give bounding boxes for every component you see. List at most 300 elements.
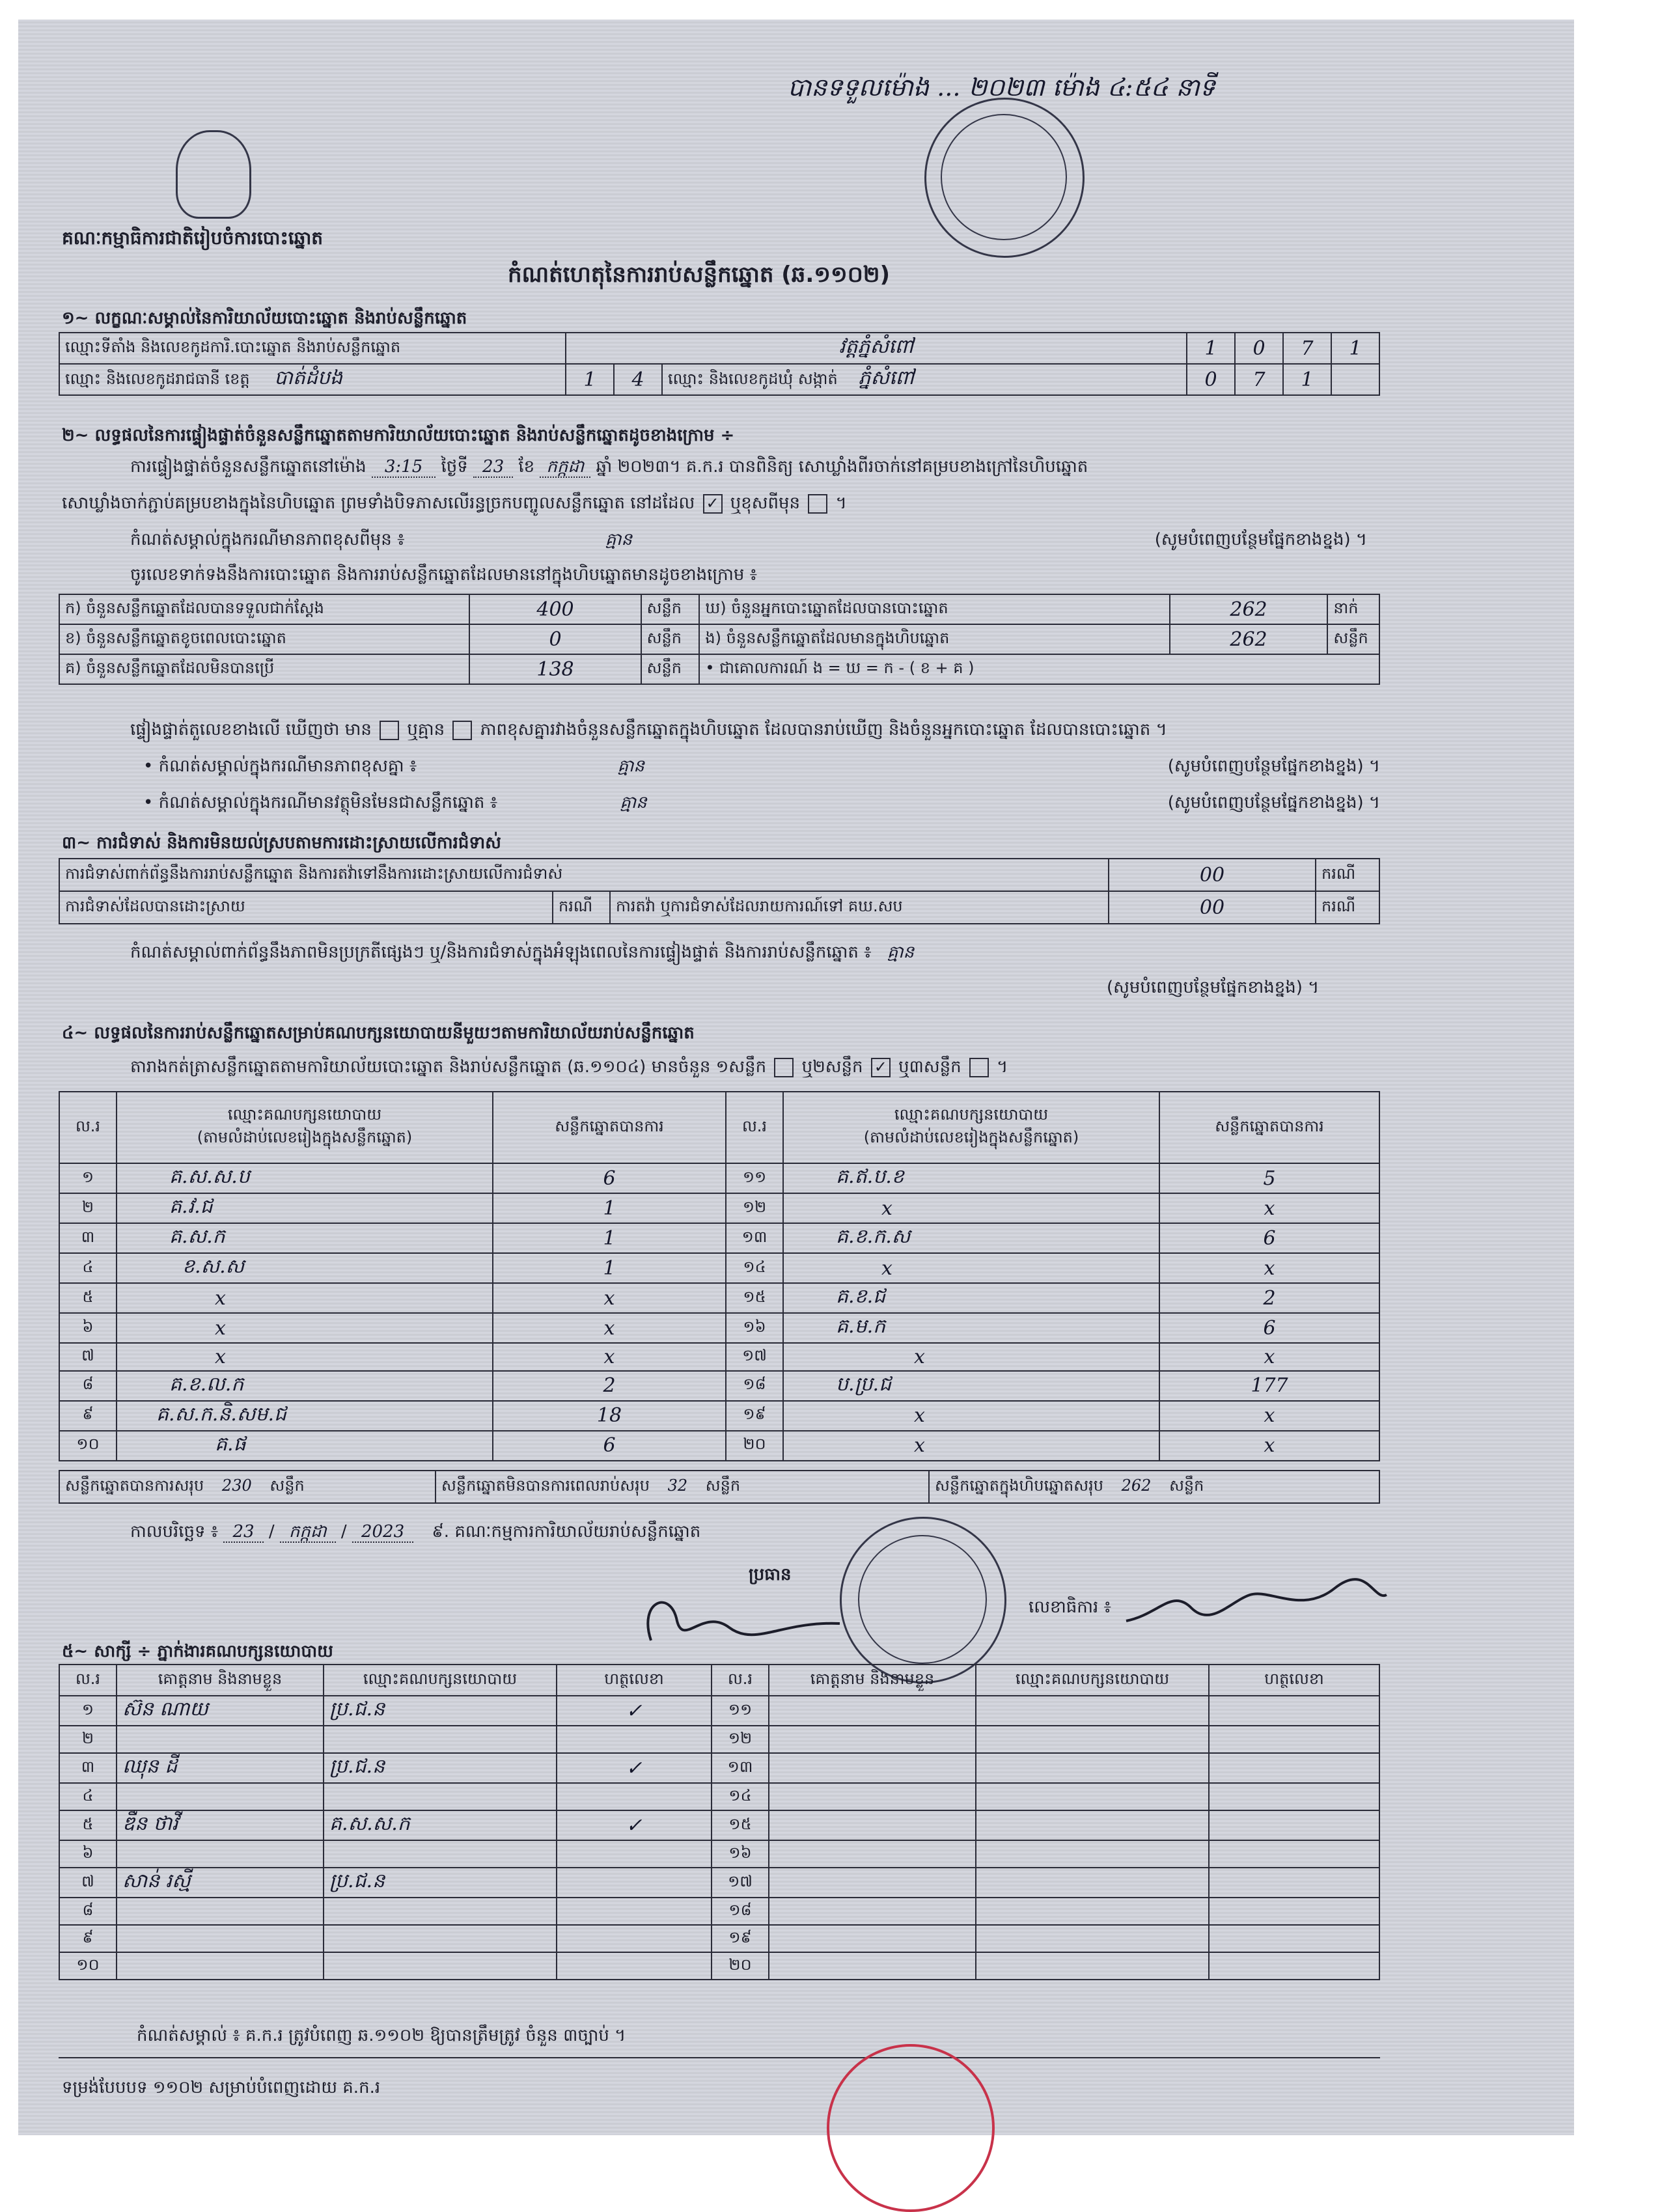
col-party-header (117, 1092, 493, 1163)
section-3-heading: ៣~ ការជំទាស់ និងការមិនយល់ស្របតាមការដោះស្រាយលើការជំទាស់ (62, 833, 501, 853)
row-no: ៤ (59, 1783, 117, 1810)
total-valid-cell (59, 1471, 436, 1503)
witness-signature (557, 1840, 712, 1868)
verification-line (130, 456, 1088, 480)
party-votes: 5 (1159, 1163, 1379, 1193)
party-name: ប.ប្រ.ជ (783, 1371, 1159, 1401)
col-party-header (783, 1092, 1159, 1163)
note-1-line (130, 529, 1367, 553)
note-2-value: គ្មាន (617, 756, 644, 776)
province-digit: 1 (566, 364, 614, 395)
code-digit: 1 (1187, 333, 1235, 364)
witness-party (324, 1726, 557, 1753)
witness-party: ប្រ.ជ.ន (324, 1696, 557, 1726)
note-3-value: គ្មាន (620, 793, 647, 812)
row-no: ១៤ (726, 1253, 783, 1283)
discrepancy-text-c: ភាពខុសគ្នារវាងចំនួនសន្លឹកឆ្នោតក្នុងហិបឆ្នោត ដែលបានរាប់ឃើញ និងចំនួនអ្នកបោះឆ្នោត ដែលបានបោះឆ្នោត ។ (480, 720, 1167, 740)
party-votes: x (493, 1343, 726, 1371)
two-sheet-text: ឬ២សន្លឹក (801, 1057, 863, 1077)
count-unit: សន្លឹក (641, 594, 700, 624)
commune-digit: 7 (1235, 364, 1283, 395)
party-votes: 6 (493, 1163, 726, 1193)
sheet-count-text: តារាងកត់ត្រាសន្លឹកឆ្នោតតាមការិយាល័យបោះឆ្នោត និងរាប់សន្លឹកឆ្នោត (ឆ.១១០៤) មានចំនួន ១សន្លឹក (130, 1057, 767, 1077)
form-note: ទម្រង់បែបបទ ១១០២ សម្រាប់បំពេញដោយ គ.ក.រ (62, 2078, 381, 2097)
received-annotation: បានទទួលម៉ោង ... ២០២៣ ម៉ោង ៤:៥៤ នាទី (788, 73, 1215, 102)
witness-signature (1209, 1925, 1379, 1952)
total-box-unit: សន្លឹក (1169, 1476, 1204, 1495)
col-votes-header: សន្លឹកឆ្នោតបានការ (493, 1092, 726, 1163)
party-name: គ.ផ (117, 1431, 493, 1461)
witness-name: ឈុន ដី (117, 1753, 324, 1783)
row-no: ៣ (59, 1753, 117, 1783)
row-no: ៦ (59, 1840, 117, 1868)
party-name: x (117, 1343, 493, 1371)
complaints-unit: ករណី (1316, 859, 1379, 891)
section-2-heading: ២~ លទ្ធផលនៃការផ្ទៀងផ្ទាត់ចំនួនសន្លឹកឆ្នោតតាមការិយាល័យបោះឆ្នោត និងរាប់សន្លឹកឆ្នោតដូចខាងក្រោម ÷ (62, 426, 735, 445)
total-box-label: សន្លឹកឆ្នោតក្នុងហិបឆ្នោតសរុប (935, 1476, 1103, 1495)
party-name: គ.ស.ក.និ.សម.ជ (117, 1401, 493, 1431)
witness-party: គ.ស.ស.ក (324, 1810, 557, 1840)
secretary-signature (1120, 1575, 1393, 1634)
total-invalid-cell (436, 1471, 929, 1503)
row-no: ១០ (59, 1431, 117, 1461)
official-seal-middle-inner (858, 1535, 987, 1664)
witness-name (769, 1868, 976, 1898)
witness-party (324, 1952, 557, 1980)
row-no: ១២ (712, 1726, 769, 1753)
party-votes: x (1159, 1401, 1379, 1431)
witness-name (117, 1726, 324, 1753)
row-no: ២ (59, 1726, 117, 1753)
witness-signature (1209, 1898, 1379, 1925)
col-no-header: ល.រ (712, 1665, 769, 1696)
witness-signature (1209, 1726, 1379, 1753)
province-digit: 4 (614, 364, 662, 395)
col-no-header: ល.រ (59, 1092, 117, 1163)
row-no: ១ (59, 1163, 117, 1193)
row-no: ១៩ (726, 1401, 783, 1431)
witness-signature (1209, 1696, 1379, 1726)
party-name: គ.ស.ក (117, 1223, 493, 1253)
province-value: បាត់ដំបង (274, 366, 343, 389)
seal-line (62, 492, 847, 517)
party-name: x (117, 1313, 493, 1343)
witness-name (117, 1840, 324, 1868)
count-value: 262 (1170, 624, 1328, 654)
note-2-line (143, 755, 1380, 780)
resolved-unit: ករណី (553, 891, 610, 924)
row-no: ១ (59, 1696, 117, 1726)
witness-name (769, 1810, 976, 1840)
count-value: 262 (1170, 594, 1328, 624)
row-no: ១៦ (726, 1313, 783, 1343)
irregularities-line (130, 941, 914, 966)
witness-name (769, 1696, 976, 1726)
table-row (59, 1283, 1379, 1313)
col-signature-header: ហត្ថលេខា (1209, 1665, 1379, 1696)
row-no: ៧ (59, 1868, 117, 1898)
table-row (59, 1952, 1379, 1980)
two-sheet-checkbox[interactable]: ✓ (871, 1058, 891, 1077)
party-name: ខ.ស.ស (117, 1253, 493, 1283)
date-line: កាលបរិច្ឆេទ ៖ 23 / កក្កដា / 2023 ៩. គណៈកម្មការការិយាល័យរាប់សន្លឹកឆ្នោត (130, 1522, 701, 1541)
empty-cell (1331, 364, 1379, 395)
table-row (59, 1223, 1379, 1253)
party-name: គ.ឥ.ប.ខ (783, 1163, 1159, 1193)
table-row (59, 1810, 1379, 1840)
witness-signature (1209, 1952, 1379, 1980)
fill-hint: (សូមបំពេញបន្ថែមផ្នែកខាងខ្នង) ។ (1167, 756, 1380, 776)
row-no: ៤ (59, 1253, 117, 1283)
seal-text: សោឃ្លាំងចាក់ភ្ជាប់គម្របខាងក្នុងនៃហិបឆ្នោត ព្រមទាំងបិទភាសលើរន្ធច្រកបញ្ចូលសន្លឹកឆ្នោត នៅដដែល (62, 493, 695, 513)
witness-signature (1209, 1783, 1379, 1810)
table-row (59, 1925, 1379, 1952)
witness-party (976, 1696, 1209, 1726)
row-no: ៧ (59, 1343, 117, 1371)
party-votes: x (1159, 1193, 1379, 1223)
col-party-sub: (តាមលំដាប់លេខរៀងក្នុងសន្លឹកឆ្នោត) (863, 1128, 1079, 1146)
row-no: ១០ (59, 1952, 117, 1980)
witness-name: ស៊ន ណាយ (117, 1696, 324, 1726)
row-no: ២ (59, 1193, 117, 1223)
count-label: គ) ចំនួនសន្លឹកឆ្នោតដែលមិនបានប្រើ (59, 654, 469, 684)
party-name: គ.ម.ក (783, 1313, 1159, 1343)
party-name: គ.ស.ស.ប (117, 1163, 493, 1193)
col-party-title: ឈ្មោះគណបក្សនយោបាយ (894, 1105, 1049, 1124)
commune-cell (662, 364, 1187, 395)
col-signature-header: ហត្ថលេខា (557, 1665, 712, 1696)
witness-signature (557, 1925, 712, 1952)
witness-party (976, 1753, 1209, 1783)
col-name-header: គោត្តនាម និងនាមខ្លួន (117, 1665, 324, 1696)
party-name: គ.ខ.ល.ក (117, 1371, 493, 1401)
note-1-label: កំណត់សម្គាល់ក្នុងករណីមានភាពខុសពីមុន ៖ (130, 530, 405, 549)
witness-signature (1209, 1840, 1379, 1868)
table-row (59, 1343, 1379, 1371)
row-no: ១២ (726, 1193, 783, 1223)
code-digit: 0 (1235, 333, 1283, 364)
footnote: កំណត់សម្គាល់ ៖ គ.ក.រ ត្រូវបំពេញ ឆ.១១០២ ឱ្យបានត្រឹមត្រូវ ចំនួន ៣ច្បាប់ ។ (137, 2026, 626, 2045)
col-party-sub: (តាមលំដាប់លេខរៀងក្នុងសន្លឹកឆ្នោត) (197, 1128, 413, 1146)
irregularities-label: កំណត់សម្គាល់ពាក់ព័ន្ធនឹងភាពមិនប្រក្រតីផ្សេងៗ ឬ/និងការជំទាស់ក្នុងអំឡុងពេលនៃការផ្ទៀងផ្ទាត់ និងការរាប់សន្លឹកឆ្នោត ៖ (130, 943, 872, 962)
verification-text-c: ខែ (518, 457, 535, 477)
party-name: x (783, 1253, 1159, 1283)
party-votes: 6 (1159, 1223, 1379, 1253)
total-box-value: 262 (1121, 1476, 1152, 1495)
verification-month: កក្កដា (540, 457, 590, 478)
row-no: ២០ (712, 1952, 769, 1980)
table-row (59, 1163, 1379, 1193)
table-row (59, 1783, 1379, 1810)
location-label: ឈ្មោះទីតាំង និងលេខកូដការិ.បោះឆ្នោត និងរាប់សន្លឹកឆ្នោត (59, 333, 566, 364)
witness-name (117, 1898, 324, 1925)
date-label: កាលបរិច្ឆេទ ៖ (130, 1522, 219, 1541)
official-seal-top-inner (941, 114, 1067, 240)
witness-name (117, 1925, 324, 1952)
total-valid-value: 230 (221, 1476, 252, 1495)
party-votes: 6 (1159, 1313, 1379, 1343)
table-row (59, 1371, 1379, 1401)
count-unit: នាក់ (1327, 594, 1379, 624)
witness-party (324, 1783, 557, 1810)
row-no: ១៨ (712, 1898, 769, 1925)
note-3-line (143, 792, 1380, 816)
section-5-heading: ៥~ សាក្សី ÷ ភ្នាក់ងារគណបក្សនយោបាយ (62, 1642, 333, 1661)
party-votes: 2 (493, 1371, 726, 1401)
witness-name (769, 1726, 976, 1753)
verification-day: 23 (473, 457, 513, 478)
col-no-header: ល.រ (59, 1665, 117, 1696)
row-no: ៨ (59, 1371, 117, 1401)
complaints-table (59, 858, 1380, 924)
witness-signature (1209, 1753, 1379, 1783)
count-value: 400 (469, 594, 641, 624)
total-invalid-unit: សន្លឹក (705, 1476, 741, 1495)
witness-party (976, 1868, 1209, 1898)
has-discrepancy-checkbox[interactable] (380, 721, 399, 740)
row-no: ១៥ (712, 1810, 769, 1840)
witness-name: ឌឺន ថាវី (117, 1810, 324, 1840)
table-row (59, 1726, 1379, 1753)
witness-party (976, 1726, 1209, 1753)
row-no: ២០ (726, 1431, 783, 1461)
party-name: x (783, 1343, 1159, 1371)
table-row (59, 1401, 1379, 1431)
verification-text-d: ឆ្នាំ ២០២៣។ គ.ក.រ បានពិនិត្យ សោឃ្លាំងពីរចាក់នៅគម្របខាងក្រៅនៃហិបឆ្នោត (596, 457, 1088, 477)
witness-signature (557, 1898, 712, 1925)
table-row (59, 1840, 1379, 1868)
witness-name: សាន់ រស្មី (117, 1868, 324, 1898)
party-name: x (783, 1401, 1159, 1431)
witness-name (117, 1783, 324, 1810)
note-2-label: • កំណត់សម្គាល់ក្នុងករណីមានភាពខុសគ្នា ៖ (143, 756, 417, 776)
witness-signature (1209, 1868, 1379, 1898)
fill-hint: (សូមបំពេញបន្ថែមផ្នែកខាងខ្នង) ។ (1167, 793, 1380, 812)
resolved-label: ការជំទាស់ដែលបានដោះស្រាយ (59, 891, 553, 924)
party-votes: 18 (493, 1401, 726, 1431)
total-box-cell (929, 1471, 1379, 1503)
table-row (59, 1753, 1379, 1783)
discrepancy-line (130, 719, 1167, 743)
table-row (59, 1868, 1379, 1898)
complaints-label: ការជំទាស់ពាក់ព័ន្ធនឹងការរាប់សន្លឹកឆ្នោត និងការតវ៉ាទៅនឹងការដោះស្រាយលើការជំទាស់ (59, 859, 1109, 891)
secretary-label: លេខាធិការ ៖ (1029, 1597, 1111, 1617)
count-unit: សន្លឹក (641, 654, 700, 684)
note-1-value: គ្មាន (605, 530, 633, 549)
count-value: 0 (469, 624, 641, 654)
witness-name (769, 1898, 976, 1925)
committee-label: ៩. គណៈកម្មការការិយាល័យរាប់សន្លឹកឆ្នោត (432, 1522, 701, 1541)
code-digit: 1 (1331, 333, 1379, 364)
party-name: គ.វ.ជ (117, 1193, 493, 1223)
date-month: កក្កដា (280, 1522, 336, 1543)
col-party-header: ឈ្មោះគណបក្សនយោបាយ (976, 1665, 1209, 1696)
different-checkbox[interactable] (808, 494, 827, 514)
count-unit: សន្លឹក (641, 624, 700, 654)
witness-name (769, 1925, 976, 1952)
witness-name (117, 1952, 324, 1980)
no-discrepancy-checkbox[interactable] (452, 721, 472, 740)
row-no: ៥ (59, 1810, 117, 1840)
row-no: ១៤ (712, 1783, 769, 1810)
party-votes: 1 (493, 1223, 726, 1253)
one-sheet-checkbox[interactable] (774, 1058, 794, 1077)
fill-hint: (សូមបំពេញបន្ថែមផ្នែកខាងខ្នង) ។ (1107, 978, 1320, 997)
witness-signature: ✓ (557, 1810, 712, 1840)
same-checkbox[interactable]: ✓ (703, 494, 723, 514)
table-row (59, 1313, 1379, 1343)
witness-party (976, 1925, 1209, 1952)
commune-digit: 0 (1187, 364, 1235, 395)
witness-party (324, 1898, 557, 1925)
reported-label: ការតវ៉ា ឬការជំទាស់ដែលរាយការណ៍ទៅ គឃ.សប (610, 891, 1109, 924)
col-no-header: ល.រ (726, 1092, 783, 1163)
three-sheet-text: ឬ៣សន្លឹក (898, 1057, 961, 1077)
party-votes: 6 (493, 1431, 726, 1461)
total-valid-unit: សន្លឹក (270, 1476, 305, 1495)
witness-name (769, 1753, 976, 1783)
counts-table (59, 594, 1380, 685)
committee-name: គណៈកម្មាធិការជាតិរៀបចំការបោះឆ្នោត (62, 227, 324, 249)
totals-table (59, 1470, 1380, 1504)
witness-name (769, 1952, 976, 1980)
discrepancy-text-b: ឬគ្មាន (407, 720, 445, 740)
sheet-count-end: ។ (997, 1057, 1008, 1077)
verification-time: 3:15 (372, 457, 436, 478)
counts-intro: ចូរលេខទាក់ទងនឹងការបោះឆ្នោត និងការរាប់សន្លឹកឆ្នោតដែលមាននៅក្នុងហិបឆ្នោតមានដូចខាងក្រោម ៖ (130, 565, 758, 585)
witness-signature (557, 1952, 712, 1980)
row-no: ៦ (59, 1313, 117, 1343)
count-label: ខ) ចំនួនសន្លឹកឆ្នោតខូចពេលបោះឆ្នោត (59, 624, 469, 654)
witness-party: ប្រ.ជ.ន (324, 1753, 557, 1783)
section-1-heading: ១~ លក្ខណៈសម្គាល់នៃការិយាល័យបោះឆ្នោត និងរាប់សន្លឹកឆ្នោត (62, 309, 467, 328)
sheet-count-line (130, 1056, 1008, 1081)
row-no: ៩ (59, 1925, 117, 1952)
party-name: x (783, 1431, 1159, 1461)
president-label: ប្រធាន (749, 1565, 792, 1584)
reported-unit: ករណី (1316, 891, 1379, 924)
location-value: វត្តភ្នំសំពៅ (566, 333, 1187, 364)
complaints-value: 00 (1109, 859, 1316, 891)
party-name: គ.ខ.ក.ស (783, 1223, 1159, 1253)
party-name: គ.ខ.ជ (783, 1283, 1159, 1313)
table-row (59, 1193, 1379, 1223)
count-label: ក) ចំនួនសន្លឹកឆ្នោតដែលបានទទួលជាក់ស្តែង (59, 594, 469, 624)
row-no: ៨ (59, 1898, 117, 1925)
seal-end: ។ (835, 493, 847, 513)
date-year: 2023 (352, 1522, 413, 1543)
party-votes: x (1159, 1253, 1379, 1283)
party-votes: x (493, 1283, 726, 1313)
count-value: 138 (469, 654, 641, 684)
fill-hint: (សូមបំពេញបន្ថែមផ្នែកខាងខ្នង) ។ (1154, 530, 1367, 549)
row-no: ១៩ (712, 1925, 769, 1952)
row-no: ៣ (59, 1223, 117, 1253)
witness-name (769, 1783, 976, 1810)
footer-divider (59, 2057, 1380, 2058)
row-no: ១៨ (726, 1371, 783, 1401)
total-invalid-value: 32 (667, 1476, 688, 1495)
witness-signature: ✓ (557, 1753, 712, 1783)
emblem-icon (176, 130, 251, 219)
table-row (59, 1696, 1379, 1726)
date-day: 23 (223, 1522, 263, 1543)
verification-text-a: ការផ្ទៀងផ្ទាត់ចំនួនសន្លឹកឆ្នោតនៅម៉ោង (130, 457, 367, 477)
witness-signature (557, 1726, 712, 1753)
row-no: ១៦ (712, 1840, 769, 1868)
three-sheet-checkbox[interactable] (969, 1058, 989, 1077)
province-label-text: ឈ្មោះ និងលេខកូដរាជធានី ខេត្ត (65, 370, 250, 388)
witness-signature: ✓ (557, 1696, 712, 1726)
witness-party (324, 1925, 557, 1952)
commune-digit: 1 (1283, 364, 1331, 395)
province-label (59, 364, 566, 395)
reported-value: 00 (1109, 891, 1316, 924)
party-votes: 177 (1159, 1371, 1379, 1401)
verification-text-b: ថ្ងៃទី (441, 457, 468, 477)
party-votes: x (493, 1313, 726, 1343)
commune-value: ភ្នំសំពៅ (858, 366, 915, 389)
count-label: ឃ) ចំនួនអ្នកបោះឆ្នោតដែលបានបោះឆ្នោត (699, 594, 1169, 624)
witness-party (976, 1898, 1209, 1925)
formula-cell: • ជាគោលការណ៍ ង = ឃ = ក - ( ខ + គ ) (699, 654, 1379, 684)
irregularities-value: គ្មាន (887, 943, 915, 962)
row-no: ១៣ (726, 1223, 783, 1253)
results-table (59, 1091, 1380, 1461)
witness-party (324, 1840, 557, 1868)
col-name-header: គោត្តនាម និងនាមខ្លួន (769, 1665, 976, 1696)
table-row (59, 1253, 1379, 1283)
party-votes: 1 (493, 1193, 726, 1223)
commune-label: ឈ្មោះ និងលេខកូដឃុំ សង្កាត់ (668, 370, 838, 388)
col-party-header: ឈ្មោះគណបក្សនយោបាយ (324, 1665, 557, 1696)
row-no: ១៧ (712, 1868, 769, 1898)
party-votes: 1 (493, 1253, 726, 1283)
party-name: x (117, 1283, 493, 1313)
different-text: ឬខុសពីមុន (730, 493, 801, 513)
party-name: x (783, 1193, 1159, 1223)
witness-table (59, 1664, 1380, 1980)
red-seal (827, 2044, 995, 2212)
code-digit: 7 (1283, 333, 1331, 364)
count-label: ង) ចំនួនសន្លឹកឆ្នោតដែលមានក្នុងហិបឆ្នោត (699, 624, 1169, 654)
witness-party: ប្រ.ជ.ន (324, 1868, 557, 1898)
row-no: ១១ (726, 1163, 783, 1193)
row-no: ១១ (712, 1696, 769, 1726)
table-row (59, 1431, 1379, 1461)
table-row (59, 1898, 1379, 1925)
form-title: កំណត់ហេតុនៃការរាប់សន្លឹកឆ្នោត (ឆ.១១០២) (508, 262, 891, 288)
row-no: ១៥ (726, 1283, 783, 1313)
row-no: ១៣ (712, 1753, 769, 1783)
witness-name (769, 1840, 976, 1868)
witness-signature (557, 1868, 712, 1898)
section-4-heading: ៤~ លទ្ធផលនៃការរាប់សន្លឹកឆ្នោតសម្រាប់គណបក្សនយោបាយនីមួយៗតាមការិយាល័យរាប់សន្លឹកឆ្នោត (62, 1023, 695, 1043)
total-valid-label: សន្លឹកឆ្នោតបានការសរុប (65, 1476, 204, 1495)
witness-party (976, 1840, 1209, 1868)
party-votes: x (1159, 1343, 1379, 1371)
party-votes: x (1159, 1431, 1379, 1461)
row-no: ១៧ (726, 1343, 783, 1371)
party-votes: 2 (1159, 1283, 1379, 1313)
col-party-title: ឈ្មោះគណបក្សនយោបាយ (227, 1105, 382, 1124)
witness-signature (557, 1783, 712, 1810)
note-3-label: • កំណត់សម្គាល់ក្នុងករណីមានវត្ថុមិនមែនជាសន្លឹកឆ្នោត ៖ (143, 793, 498, 812)
discrepancy-text-a: ផ្ទៀងផ្ទាត់តួលេខខាងលើ ឃើញថា មាន (130, 720, 372, 740)
witness-signature (1209, 1810, 1379, 1840)
col-votes-header: សន្លឹកឆ្នោតបានការ (1159, 1092, 1379, 1163)
section-1-table (59, 332, 1380, 396)
